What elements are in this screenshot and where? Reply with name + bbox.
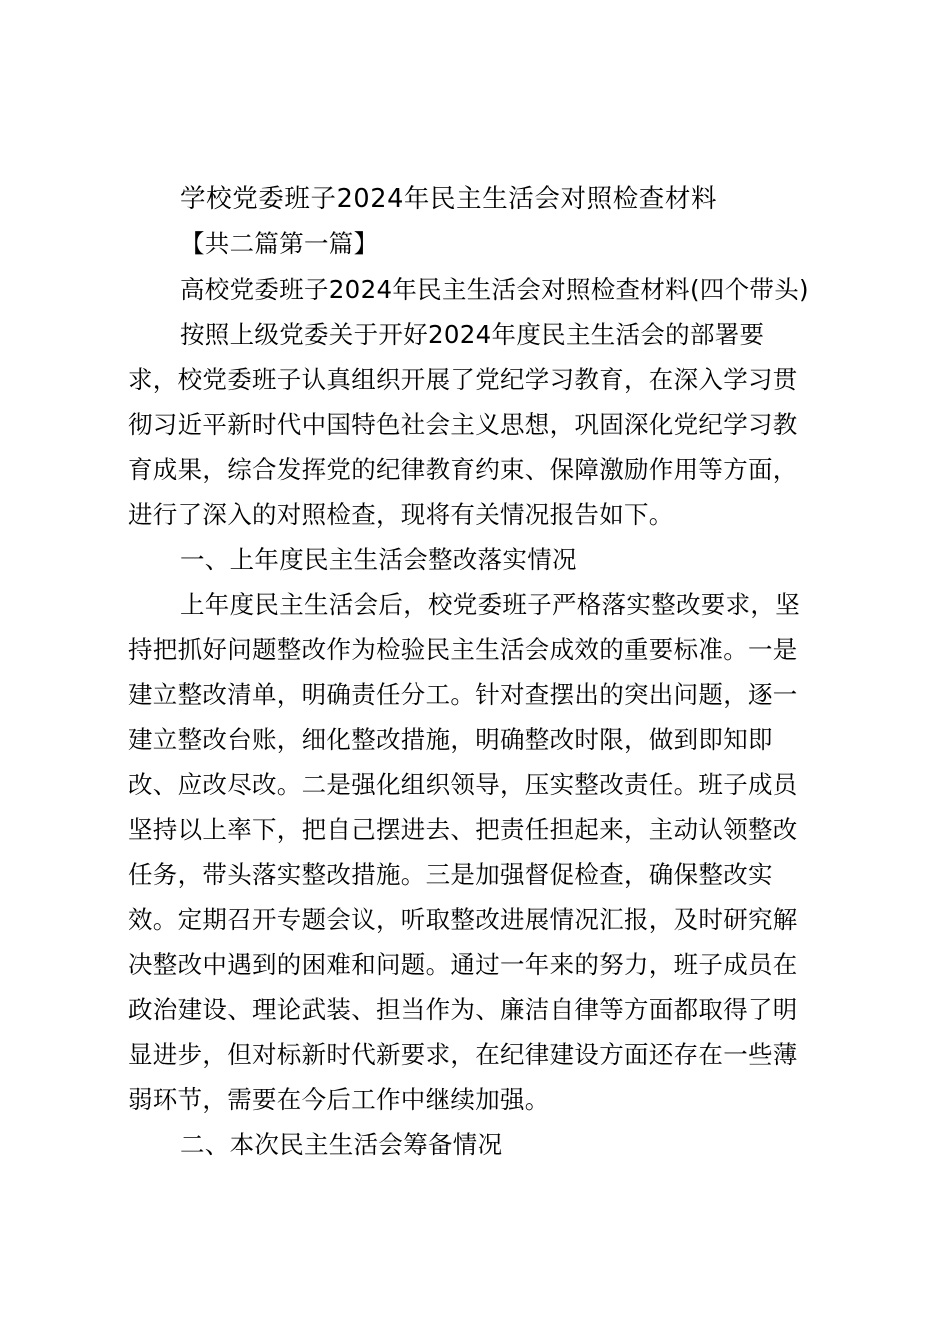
paragraph-line: 建立整改清单，明确责任分工。针对查摆出的突出问题，逐一 bbox=[128, 680, 798, 709]
paragraph-line: 效。定期召开专题会议，听取整改进展情况汇报，及时研究解 bbox=[128, 905, 798, 934]
document-subtitle: 高校党委班子2024年民主生活会对照检查材料(四个带头) bbox=[180, 275, 809, 304]
section-heading: 二、本次民主生活会筹备情况 bbox=[180, 1130, 503, 1159]
paragraph-line: 彻习近平新时代中国特色社会主义思想，巩固深化党纪学习教 bbox=[128, 410, 798, 439]
paragraph-line: 求，校党委班子认真组织开展了党纪学习教育，在深入学习贯 bbox=[128, 365, 798, 394]
paragraph-line: 决整改中遇到的困难和问题。通过一年来的努力，班子成员在 bbox=[128, 950, 798, 979]
collection-note: 【共二篇第一篇】 bbox=[180, 229, 379, 258]
paragraph-line: 育成果，综合发挥党的纪律教育约束、保障激励作用等方面， bbox=[128, 455, 798, 484]
paragraph-line: 坚持以上率下，把自己摆进去、把责任担起来，主动认领整改 bbox=[128, 815, 798, 844]
paragraph-line: 持把抓好问题整改作为检验民主生活会成效的重要标准。一是 bbox=[128, 635, 798, 664]
paragraph-line: 政治建设、理论武装、担当作为、廉洁自律等方面都取得了明 bbox=[128, 995, 798, 1024]
paragraph-line: 弱环节，需要在今后工作中继续加强。 bbox=[128, 1085, 550, 1114]
paragraph-line: 按照上级党委关于开好2024年度民主生活会的部署要 bbox=[180, 320, 765, 349]
paragraph-line: 任务，带头落实整改措施。三是加强督促检查，确保整改实 bbox=[128, 860, 773, 889]
paragraph-line: 进行了深入的对照检查，现将有关情况报告如下。 bbox=[128, 500, 674, 529]
document-title: 学校党委班子2024年民主生活会对照检查材料 bbox=[180, 184, 718, 214]
paragraph-line: 改、应改尽改。二是强化组织领导，压实整改责任。班子成员 bbox=[128, 770, 798, 799]
section-heading: 一、上年度民主生活会整改落实情况 bbox=[180, 545, 577, 574]
paragraph-line: 建立整改台账，细化整改措施，明确整改时限，做到即知即 bbox=[128, 725, 773, 754]
paragraph-line: 上年度民主生活会后，校党委班子严格落实整改要求，坚 bbox=[180, 590, 800, 619]
paragraph-line: 显进步，但对标新时代新要求，在纪律建设方面还存在一些薄 bbox=[128, 1040, 798, 1069]
